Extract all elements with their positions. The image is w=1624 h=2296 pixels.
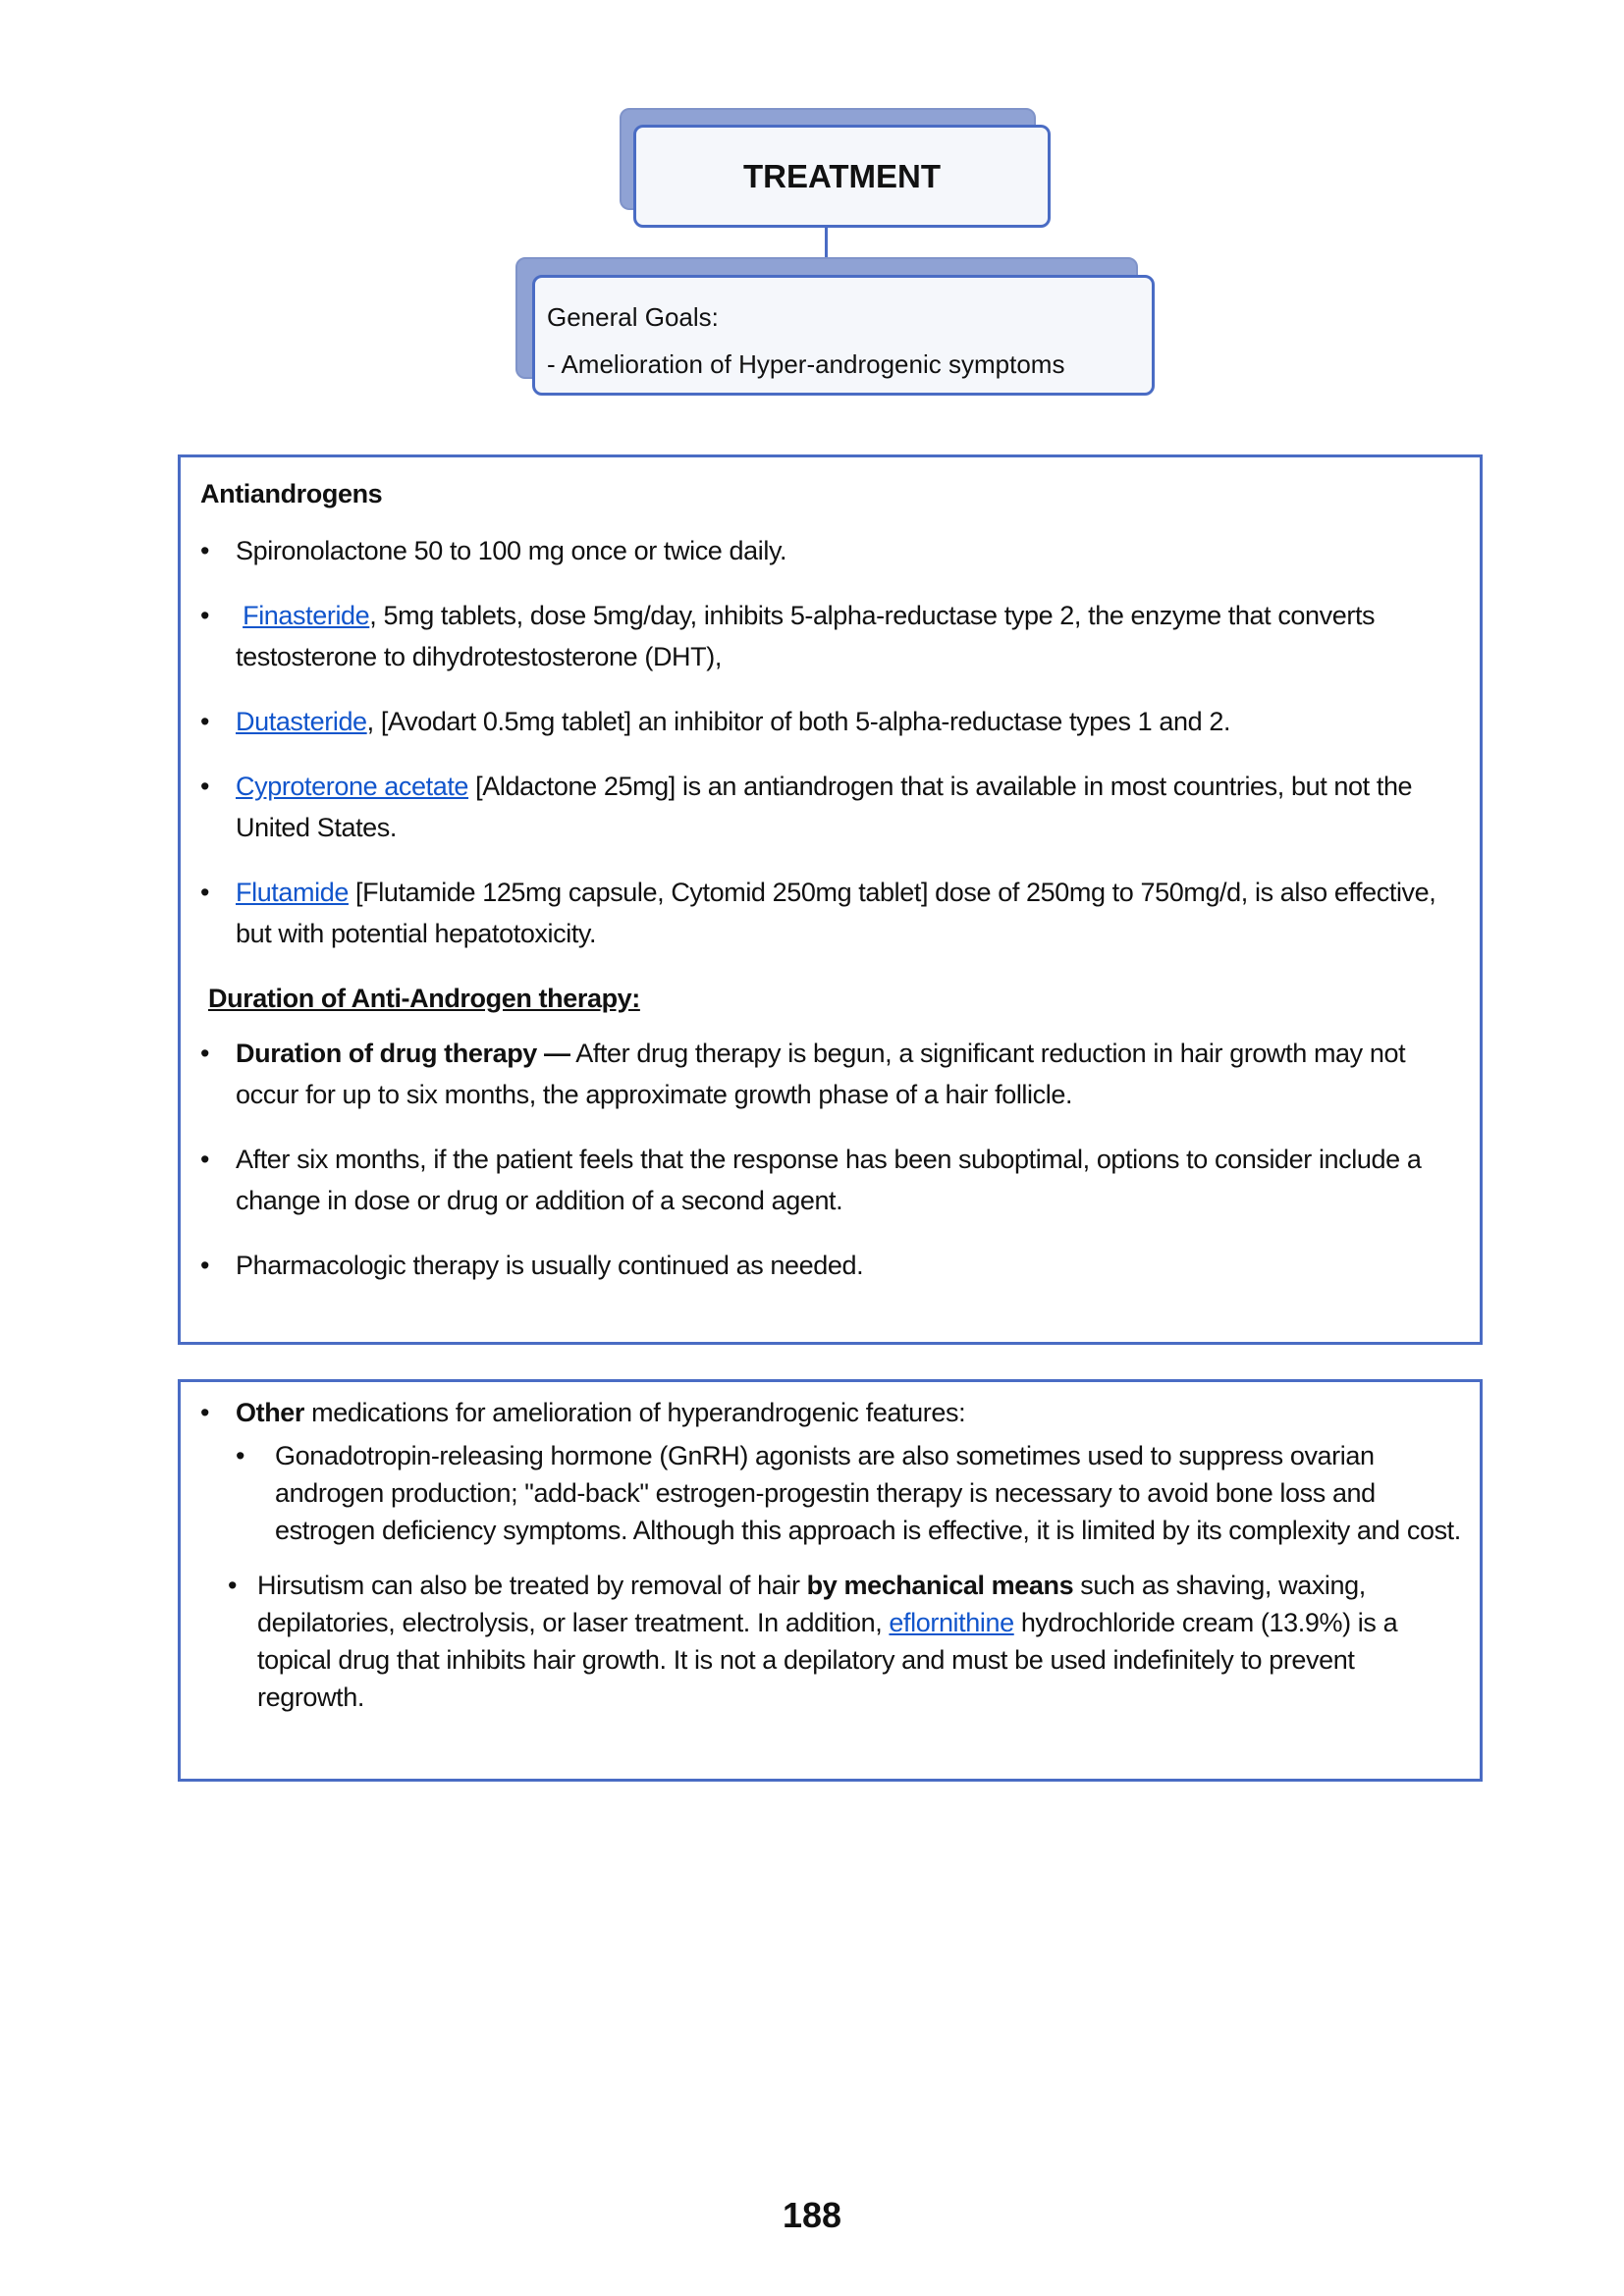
goals-item: - Amelioration of Hyper-androgenic symptoms bbox=[547, 349, 1065, 379]
dutasteride-link[interactable]: Dutasteride bbox=[236, 707, 367, 736]
list-item bbox=[200, 530, 1462, 571]
cyproterone-link[interactable]: Cyproterone acetate bbox=[236, 772, 469, 801]
duration-heading: Duration of Anti-Androgen therapy: bbox=[208, 984, 640, 1013]
list-item bbox=[200, 1033, 1462, 1115]
list-item bbox=[200, 766, 1462, 848]
other-medications-panel bbox=[178, 1379, 1483, 1782]
item-bold: Duration of drug therapy — bbox=[236, 1039, 570, 1068]
goals-heading: General Goals: bbox=[547, 302, 719, 332]
list-item bbox=[200, 595, 1462, 677]
flutamide-link[interactable]: Flutamide bbox=[236, 878, 349, 907]
item-text: After drug therapy is begun, a significant reduction in hair growth may not occur for up to six months, the approximate growth phase of a hair follicle. bbox=[236, 1039, 1406, 1109]
list-item bbox=[200, 1139, 1462, 1221]
item-text: Gonadotropin-releasing hormone (GnRH) agonists are also sometimes used to suppress ovarian androgen production; "add-back" estrogen-progestin therapy is necessary to avoid bone loss and estrogen deficiency symptoms. Although this approach is effective, it is limited by its complexity and cost. bbox=[275, 1441, 1461, 1545]
list-item bbox=[228, 1567, 1462, 1716]
treatment-title-box bbox=[633, 125, 1051, 228]
item-bold: by mechanical means bbox=[806, 1571, 1074, 1600]
item-text: such as shaving, waxing, depilatories, electrolysis, or laser treatment. In addition, bbox=[257, 1571, 1366, 1637]
antiandrogens-panel bbox=[178, 454, 1483, 1345]
list-item bbox=[200, 1245, 1462, 1286]
item-text: Pharmacologic therapy is usually continued as needed. bbox=[236, 1251, 864, 1280]
item-text: hydrochloride cream (13.9%) is a topical drug that inhibits hair growth. It is not a depilatory and must be used indefinitely to prevent regrowth. bbox=[257, 1608, 1398, 1712]
item-text: [Aldactone 25mg] is an antiandrogen that is available in most countries, but not the United States. bbox=[236, 772, 1413, 842]
list-item bbox=[200, 1392, 1462, 1433]
item-text: Hirsutism can also be treated by removal of hair bbox=[257, 1571, 807, 1600]
eflornithine-link[interactable]: eflornithine bbox=[889, 1608, 1014, 1637]
item-text: Spironolactone 50 to 100 mg once or twice daily. bbox=[236, 536, 787, 565]
treatment-title: TREATMENT bbox=[742, 157, 942, 194]
list-item bbox=[200, 872, 1462, 954]
antiandrogens-heading: Antiandrogens bbox=[200, 479, 383, 508]
general-goals-box bbox=[532, 275, 1155, 396]
diagram-connector bbox=[825, 228, 828, 257]
item-bold: Other bbox=[236, 1398, 305, 1427]
item-text: medications for amelioration of hyperandrogenic features: bbox=[304, 1398, 966, 1427]
item-text: , [Avodart 0.5mg tablet] an inhibitor of both 5-alpha-reductase types 1 and 2. bbox=[366, 707, 1231, 736]
finasteride-link[interactable]: Finasteride bbox=[243, 601, 370, 630]
item-text: After six months, if the patient feels that the response has been suboptimal, options to consider include a change in dose or drug or addition of a second agent. bbox=[236, 1145, 1422, 1215]
list-item bbox=[200, 701, 1462, 742]
item-text: [Flutamide 125mg capsule, Cytomid 250mg tablet] dose of 250mg to 750mg/d, is also effective, but with potential hepatotoxicity. bbox=[236, 878, 1436, 948]
item-text: , 5mg tablets, dose 5mg/day, inhibits 5-alpha-reductase type 2, the enzyme that converts testosterone to dihydrotestosterone (DHT), bbox=[236, 601, 1376, 671]
page-number: 188 bbox=[782, 2195, 842, 2235]
sub-list-item bbox=[236, 1437, 1462, 1549]
